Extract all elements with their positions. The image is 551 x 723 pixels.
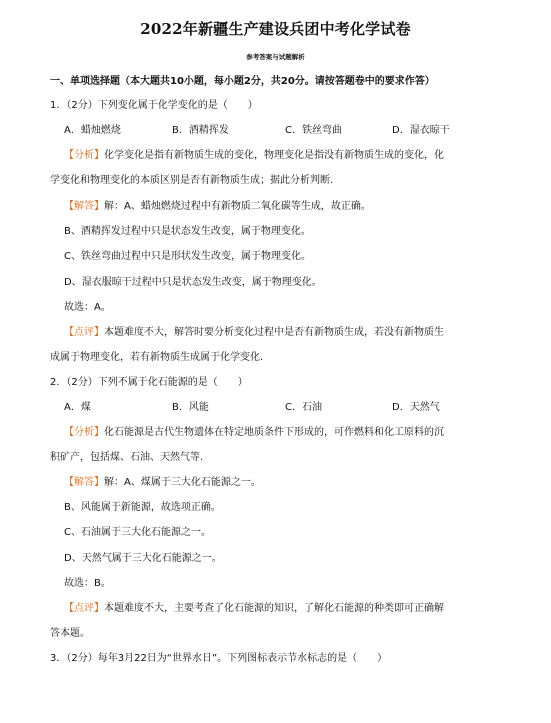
question-2-analysis-line-2: 积矿产，包括煤、石油、天然气等. xyxy=(50,452,204,463)
question-2-answer-line-1 xyxy=(64,476,261,490)
question-2-option-d: D．天然气 xyxy=(392,402,440,413)
comment-text: 本题难度不大，主要考查了化石能源的知识，了解化石能源的种类即可正确解 xyxy=(104,603,444,614)
question-2-answer-line-4: D、天然气属于三大化石能源之一。 xyxy=(64,553,222,564)
question-1-option-b: B．酒精挥发 xyxy=(172,125,229,136)
question-2-option-c: C．石油 xyxy=(285,402,322,413)
analysis-text: 化学变化是指有新物质生成的变化，物理变化是指没有新物质生成的变化，化 xyxy=(104,150,444,161)
question-1-answer-line-4: D、湿衣服晾干过程中只是状态发生改变，属于物理变化。 xyxy=(64,277,322,288)
question-1-analysis-line-2: 学变化和物理变化的本质区别是否有新物质生成；据此分析判断. xyxy=(50,175,334,186)
question-1-analysis-line-1 xyxy=(64,149,444,163)
question-1-comment-line-1 xyxy=(64,326,444,340)
answer-tag: 【解答】 xyxy=(64,201,104,212)
question-2-option-a: A．煤 xyxy=(64,402,91,413)
question-1-option-c: C．铁丝弯曲 xyxy=(285,125,342,136)
question-1-answer-line-3: C、铁丝弯曲过程中只是形状发生改变，属于物理变化。 xyxy=(64,251,311,262)
question-1-option-d: D．湿衣晾干 xyxy=(392,125,450,136)
question-1-answer-line-2: B、酒精挥发过程中只是状态发生改变，属于物理变化。 xyxy=(64,226,311,237)
section-heading: 一、单项选择题（本大题共10小题，每小题2分，共20分。请按答题卷中的要求作答） xyxy=(50,76,435,87)
question-2-comment-line-2: 答本题。 xyxy=(50,628,90,639)
question-3-stem: 3．（2分）每年3月22日为“世界水日”。下列图标表示节水标志的是（ ） xyxy=(50,653,388,664)
answer-text: 解：A、煤属于三大化石能源之一。 xyxy=(104,477,261,488)
question-2-choice: 故选：B。 xyxy=(64,578,111,589)
analysis-tag: 【分析】 xyxy=(64,427,104,438)
question-2-comment-line-1 xyxy=(64,602,444,616)
answer-text: 解：A、蜡烛燃烧过程中有新物质二氧化碳等生成，故正确。 xyxy=(104,201,371,212)
question-2-option-b: B．风能 xyxy=(172,402,209,413)
answer-tag: 【解答】 xyxy=(64,477,104,488)
question-1-choice: 故选：A。 xyxy=(64,302,111,313)
analysis-text: 化石能源是古代生物遗体在特定地质条件下形成的，可作燃料和化工原料的沉 xyxy=(104,427,444,438)
question-1-option-a: A．蜡烛燃烧 xyxy=(64,125,121,136)
analysis-tag: 【分析】 xyxy=(64,150,104,161)
comment-text: 本题难度不大，解答时要分析变化过程中是否有新物质生成，若没有新物质生 xyxy=(104,327,444,338)
question-2-answer-line-2: B、风能属于新能源，故选项正确。 xyxy=(64,502,221,513)
question-2-options xyxy=(64,401,440,415)
comment-tag: 【点评】 xyxy=(64,327,104,338)
question-2-stem: 2．（2分）下列不属于化石能源的是（ ） xyxy=(50,377,248,388)
page-subtitle: 参考答案与试题解析 xyxy=(246,53,305,61)
comment-tag: 【点评】 xyxy=(64,603,104,614)
question-1-answer-line-1 xyxy=(64,200,371,214)
question-1-stem: 1．（2分）下列变化属于化学变化的是（ ） xyxy=(50,100,258,111)
question-1-comment-line-2: 成属于物理变化，若有新物质生成属于化学变化. xyxy=(50,352,264,363)
question-1-options xyxy=(64,124,450,138)
question-2-analysis-line-1 xyxy=(64,426,444,440)
question-2-answer-line-3: C、石油属于三大化石能源之一。 xyxy=(64,527,211,538)
page-title: 2022年新疆生产建设兵团中考化学试卷 xyxy=(140,20,411,38)
